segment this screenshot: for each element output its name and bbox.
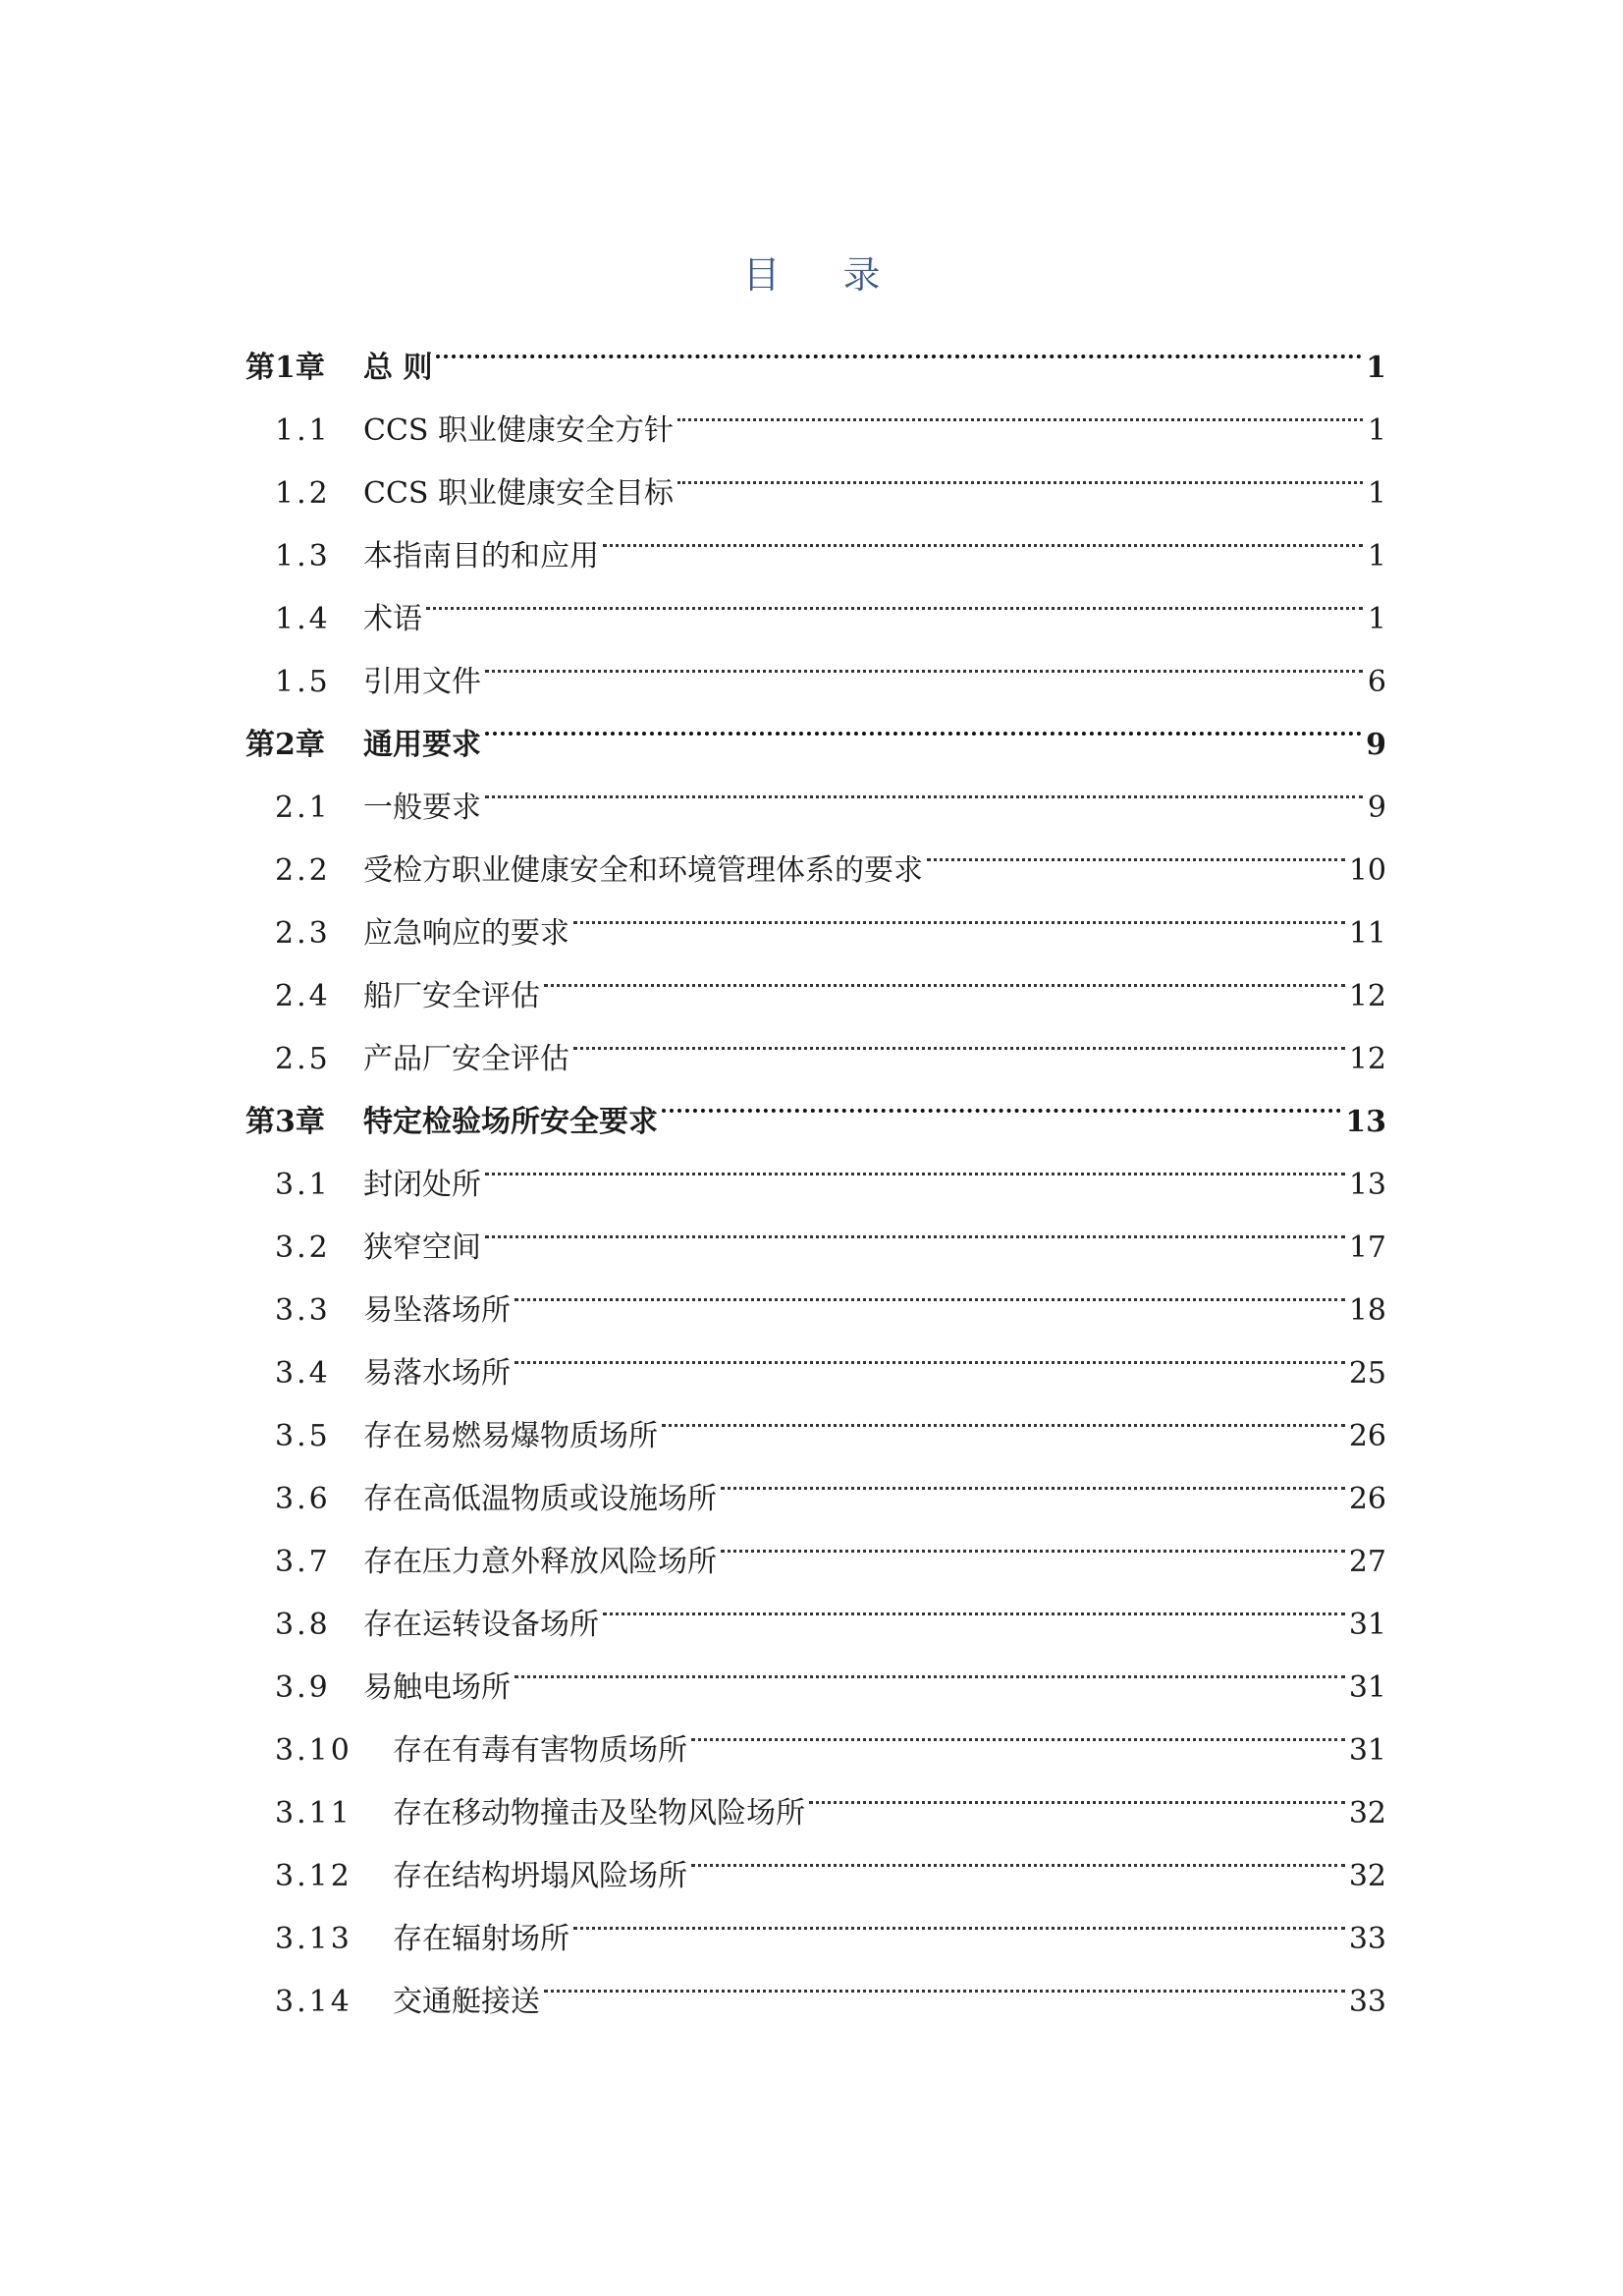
- toc-entry-number: 3.14: [275, 1985, 352, 2019]
- toc-entry-number: 2.1: [275, 791, 331, 825]
- toc-entry-number: 3.9: [275, 1670, 331, 1705]
- toc-entry-title: 狭窄空间: [363, 1230, 481, 1265]
- toc-entry-page: 31: [1348, 1670, 1386, 1705]
- toc-entry-number: 2.4: [275, 979, 331, 1013]
- toc-entry-page: 31: [1348, 1733, 1386, 1768]
- toc-entry-page: 12: [1348, 1042, 1386, 1076]
- dot-leader: [485, 629, 1363, 691]
- dot-leader: [603, 1571, 1345, 1634]
- toc-entry-number: 3.1: [275, 1168, 331, 1202]
- toc-entry-page: 10: [1348, 853, 1386, 888]
- toc-entry-page: 1: [1367, 476, 1386, 511]
- toc-entry-page: 25: [1348, 1356, 1386, 1391]
- toc-entry-page: 26: [1348, 1419, 1386, 1453]
- toc-entry-number: 3.2: [275, 1230, 331, 1265]
- toc-entry-page: 1: [1367, 602, 1386, 636]
- toc-entry-number: 3.5: [275, 1419, 331, 1453]
- toc-entry-page: 11: [1348, 916, 1386, 951]
- toc-entry-page: 33: [1348, 1922, 1386, 1956]
- toc-entry-number: 3.10: [275, 1733, 352, 1768]
- toc-list: [245, 314, 1386, 2019]
- toc-entry-page: 27: [1348, 1545, 1386, 1579]
- toc-entry-page: 1: [1366, 351, 1386, 385]
- toc-entry-title: 封闭处所: [363, 1168, 481, 1202]
- toc-entry-number: 3.7: [275, 1545, 331, 1579]
- dot-leader: [662, 1068, 1341, 1131]
- dot-leader: [927, 817, 1345, 880]
- toc-entry-title: 引用文件: [363, 665, 481, 699]
- toc-entry-page: 17: [1348, 1230, 1386, 1265]
- toc-entry-page: 18: [1348, 1293, 1386, 1328]
- toc-entry-page: 13: [1348, 1168, 1386, 1202]
- toc-entry-page: 32: [1348, 1796, 1386, 1831]
- toc-entry-title: 易坠落场所: [363, 1293, 511, 1328]
- toc-entry-title: 存在压力意外释放风险场所: [363, 1545, 717, 1579]
- toc-entry-number: 2.2: [275, 853, 331, 888]
- toc-entry-page: 1: [1367, 539, 1386, 574]
- toc-entry-number: 1.1: [275, 413, 331, 448]
- toc-entry-title: 特定检验场所安全要求: [363, 1105, 658, 1139]
- toc-entry-number: 1.4: [275, 602, 331, 636]
- toc-entry-number: 2.5: [275, 1042, 331, 1076]
- toc-entry-number: 2.3: [275, 916, 331, 951]
- toc-entry-title: 船厂安全评估: [363, 979, 540, 1013]
- toc-entry-title: 产品厂安全评估: [363, 1042, 569, 1076]
- toc-entry-page: 12: [1348, 979, 1386, 1013]
- toc-entry-number: 第3章: [245, 1105, 325, 1139]
- toc-entry-title: 存在有毒有害物质场所: [393, 1733, 687, 1768]
- toc-entry-title: 存在易燃易爆物质场所: [363, 1419, 658, 1453]
- toc-entry-page: 1: [1367, 413, 1386, 448]
- toc-entry-title: 术语: [363, 602, 422, 636]
- toc-entry-number: 3.4: [275, 1356, 331, 1391]
- toc-entry-page: 9: [1366, 728, 1386, 762]
- dot-leader: [426, 566, 1363, 629]
- toc-entry-title: 易触电场所: [363, 1670, 511, 1705]
- dot-leader: [436, 314, 1362, 377]
- toc-entry-number: 3.3: [275, 1293, 331, 1328]
- toc-entry-title: 通用要求: [363, 728, 481, 762]
- toc-entry-number: 第1章: [245, 351, 325, 385]
- toc-entry-number: 3.13: [275, 1922, 352, 1956]
- dot-leader: [485, 1194, 1345, 1257]
- dot-leader: [514, 1320, 1345, 1383]
- dot-leader: [721, 1446, 1345, 1508]
- toc-title: 目 录: [742, 253, 906, 297]
- toc-entry-title: 总 则: [363, 351, 433, 385]
- toc-chapter-entry[interactable]: [245, 314, 1386, 385]
- toc-entry-title: 存在辐射场所: [393, 1922, 569, 1956]
- toc-entry-number: 3.6: [275, 1482, 331, 1516]
- toc-entry-page: 13: [1345, 1105, 1386, 1139]
- dot-leader: [514, 1257, 1345, 1320]
- toc-entry-title: CCS 职业健康安全目标: [363, 476, 674, 511]
- dot-leader: [721, 1508, 1345, 1571]
- toc-entry-number: 3.8: [275, 1608, 331, 1642]
- toc-entry-title: 易落水场所: [363, 1356, 511, 1391]
- toc-entry-number: 3.12: [275, 1859, 352, 1893]
- dot-leader: [603, 503, 1363, 566]
- toc-entry-title: 存在移动物撞击及坠物风险场所: [393, 1796, 805, 1831]
- toc-entry-page: 9: [1367, 791, 1386, 825]
- dot-leader: [544, 943, 1345, 1006]
- dot-leader: [485, 754, 1363, 817]
- toc-entry-page: 6: [1367, 665, 1386, 699]
- toc-entry-title: 存在高低温物质或设施场所: [363, 1482, 717, 1516]
- toc-entry-page: 32: [1348, 1859, 1386, 1893]
- dot-leader: [691, 1697, 1345, 1760]
- toc-entry-title: 受检方职业健康安全和环境管理体系的要求: [363, 853, 923, 888]
- dot-leader: [485, 1131, 1345, 1194]
- toc-entry-title: 本指南目的和应用: [363, 539, 599, 574]
- dot-leader: [677, 377, 1363, 440]
- dot-leader: [573, 1886, 1345, 1948]
- toc-entry-page: 26: [1348, 1482, 1386, 1516]
- toc-entry-page: 33: [1348, 1985, 1386, 2019]
- dot-leader: [514, 1634, 1345, 1697]
- toc-entry-number: 1.2: [275, 476, 331, 511]
- dot-leader: [691, 1823, 1345, 1886]
- toc-entry-number: 1.3: [275, 539, 331, 574]
- toc-entry-title: 一般要求: [363, 791, 481, 825]
- dot-leader: [677, 440, 1363, 503]
- dot-leader: [573, 880, 1345, 943]
- toc-entry-title: 存在运转设备场所: [363, 1608, 599, 1642]
- toc-entry-page: 31: [1348, 1608, 1386, 1642]
- dot-leader: [544, 1948, 1345, 2011]
- toc-entry-number: 1.5: [275, 665, 331, 699]
- toc-entry-title: 交通艇接送: [393, 1985, 540, 2019]
- toc-entry-title: 存在结构坍塌风险场所: [393, 1859, 687, 1893]
- dot-leader: [573, 1006, 1345, 1068]
- toc-entry-number: 第2章: [245, 728, 325, 762]
- dot-leader: [809, 1760, 1345, 1823]
- toc-entry-title: CCS 职业健康安全方针: [363, 413, 674, 448]
- dot-leader: [662, 1383, 1345, 1446]
- toc-entry-number: 3.11: [275, 1796, 352, 1831]
- dot-leader: [485, 691, 1362, 754]
- toc-entry-title: 应急响应的要求: [363, 916, 569, 951]
